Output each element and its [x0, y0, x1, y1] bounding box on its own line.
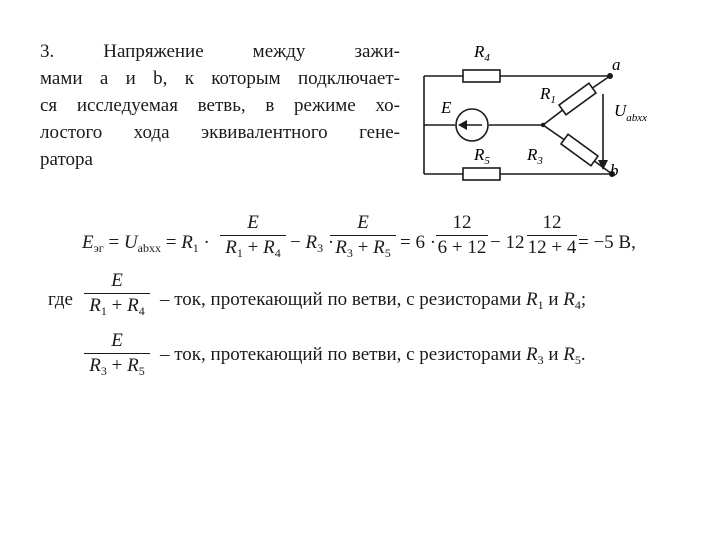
label-r3: $R_3$ — [527, 145, 543, 167]
label-u: $U_{abxx}$ — [614, 101, 648, 124]
formula-minus-r3: − $R_3$ · — [290, 232, 335, 255]
resistor-r1 — [559, 83, 596, 114]
formula-fraction-2: E $R_3 + R_5$ — [330, 212, 396, 264]
formula-minus-12: − 12 · — [490, 232, 536, 253]
resistor-r5 — [463, 168, 500, 180]
where-text-1: – ток, протекающий по ветви, с резисторами $R_1$ и $R_4$; — [160, 289, 587, 312]
formula-fraction-1: E $R_1 + R_4$ — [220, 212, 286, 264]
paragraph-line: ся исследуемая ветвь, в режиме хо- — [40, 95, 400, 116]
label-r4: $R_4$ — [474, 42, 490, 64]
node-junction — [541, 123, 545, 127]
label-r5: $R_5$ — [474, 145, 490, 167]
formula-eq-6: = 6 · — [400, 232, 437, 253]
formula-fraction-3: 12 6 + 12 — [437, 212, 487, 258]
formula-fraction-4: 12 12 + 4 — [527, 212, 577, 258]
where-prefix: где — [48, 289, 73, 310]
resistor-r4 — [463, 70, 500, 82]
paragraph-line: мами a и b, к которым подключает- — [40, 68, 400, 89]
where-fraction-2: E $R_3 + R_5$ — [84, 330, 150, 382]
where-fraction-1: E $R_1 + R_4$ — [84, 270, 150, 322]
formula-result: = −5 В, — [578, 232, 636, 253]
paragraph-line: 3. Напряжение между зажи- — [40, 41, 400, 62]
paragraph-line: ратора — [40, 149, 93, 170]
where-text-2: – ток, протекающий по ветви, с резисторами $R_3$ и $R_5$. — [160, 344, 586, 367]
label-a: a — [612, 55, 621, 74]
paragraph-line: лостого хода эквивалентного гене- — [40, 122, 400, 143]
resistor-r3 — [561, 134, 598, 165]
label-e: E — [441, 98, 452, 117]
label-b: b — [610, 161, 619, 180]
formula-lhs: $E_{эг} = U_{abхх} = R_1$ · — [82, 232, 210, 255]
label-r1: $R_1$ — [540, 84, 556, 106]
